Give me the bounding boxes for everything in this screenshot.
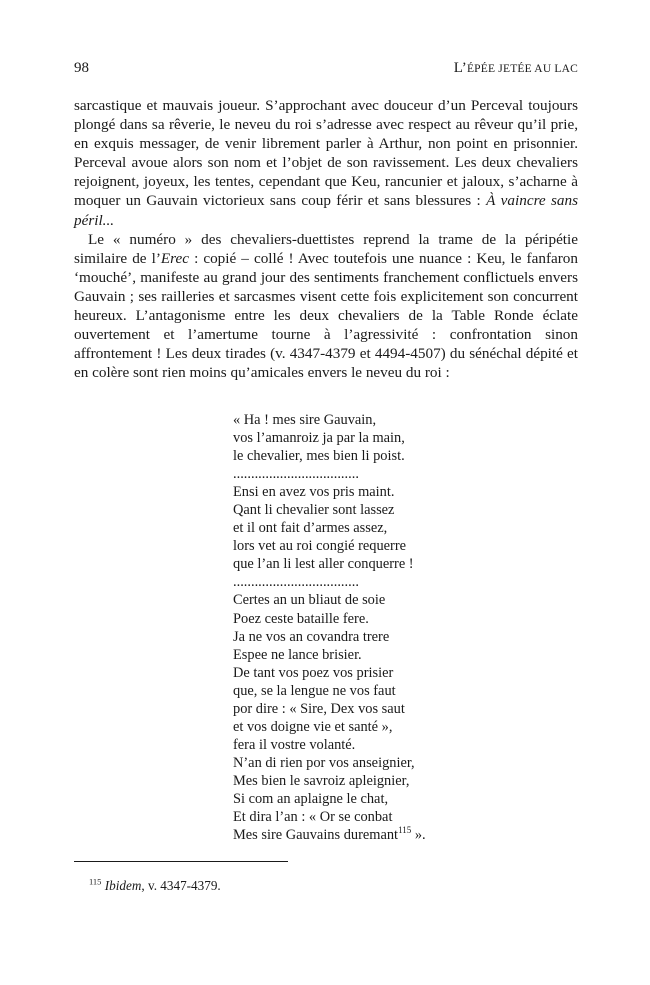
verse-line: lors vet au roi congié requerre xyxy=(233,538,407,555)
ellipsis-line: ................................... xyxy=(233,574,359,591)
verse-line: Ja ne vos an covandra trere xyxy=(233,628,390,645)
paragraph-2 xyxy=(74,230,578,383)
verse-line: Qant li chevalier sont lassez xyxy=(233,502,395,519)
paragraph-1-text: sarcastique et mauvais joueur. S’approchant avec douceur d’un Perceval toujours plongé dans sa rêverie, le neveu du roi s’adresse avec respect au rêveur qu’il prie, en exquis messager, de venir librement parler à Arthur, non point en prisonnier. Perceval avoue alors son nom et l’objet de son ravissement. Les deux chevaliers rejoignent, joyeux, les tentes, cependant que Keu, rancunier et jaloux, s’acharne à moquer un Gauvain victorieux sans coup férir et sans blessures : xyxy=(74,97,578,210)
verse-line: Certes an un bliaut de soie xyxy=(233,592,386,609)
paragraph-2-text-b: : copié – collé ! Avec toutefois une nuance : Keu, le fanfaron ‘mouché’, manifeste au grand jour des sentiments franchement conflictuels envers Gauvain ; ses railleries et sarcasmes visent cette fois explicitement son concurrent heureux. L’antagonisme entre les deux chevaliers de la Table Ronde éclate ouvertement et l’amertume tourne à l’agressivité : confrontation sinon affrontement ! Les deux tirades (v. 4347-4379 et 4494-4507) du sénéchal dépité et en colère sont rien moins qu’amicales envers le neveu du roi : xyxy=(74,249,578,382)
paragraph-2-text-a: Le « numéro » des chevaliers-duettistes reprend la trame de la péripétie similaire de l’ xyxy=(74,230,578,267)
footnote-number: 115 xyxy=(89,876,102,887)
running-title-smallcaps: ÉPÉE JETÉE AU LAC xyxy=(466,63,578,75)
paragraph-1-italic: À vaincre sans péril... xyxy=(74,192,579,229)
verse-line: De tant vos poez vos prisier xyxy=(233,664,394,681)
verse-line: fera il vostre volanté. xyxy=(233,736,356,753)
verse-line: « Ha ! mes sire Gauvain, xyxy=(233,412,377,428)
verse-line: Mes bien le savroiz apleignier, xyxy=(233,772,410,789)
verse-line: Espee ne lance brisier. xyxy=(233,646,362,663)
footnote-divider xyxy=(74,861,288,862)
verse-last-end: ». xyxy=(411,827,426,844)
verse-line: que, se la lengue ne vos faut xyxy=(233,682,396,699)
footnote-reference[interactable]: 115 xyxy=(398,825,412,836)
footnote-text: , v. 4347-4379. xyxy=(141,878,221,893)
footnote-italic: Ibidem xyxy=(104,878,142,893)
verse-line: N’an di rien por vos anseignier, xyxy=(233,754,415,771)
paragraph-1 xyxy=(74,96,578,230)
verse-line: vos l’amanroiz ja par la main, xyxy=(233,430,405,447)
running-header xyxy=(74,60,578,80)
verse-line: Et dira l’an : « Or se conbat xyxy=(233,809,393,826)
page-number: 98 xyxy=(74,60,89,76)
paragraph-2-italic: Erec xyxy=(160,249,189,267)
footnote xyxy=(89,878,221,894)
verse-line: que l’an li lest aller conquerre ! xyxy=(233,556,414,573)
verse-line: por dire : « Sire, Dex vos saut xyxy=(233,700,405,717)
verse-line: et vos doigne vie et santé », xyxy=(233,718,393,735)
ellipsis-line: ................................... xyxy=(233,466,359,483)
running-title-initial: L’ xyxy=(453,60,467,76)
verse-quotation xyxy=(233,411,563,844)
verse-line: Si com an aplaigne le chat, xyxy=(233,790,389,807)
verse-line: Ensi en avez vos pris maint. xyxy=(233,484,395,501)
verse-line-last xyxy=(233,826,563,844)
verse-line: et il ont fait d’armes assez, xyxy=(233,520,388,537)
verse-line: le chevalier, mes bien li poist. xyxy=(233,448,405,465)
verse-line: Poez ceste bataille fere. xyxy=(233,610,369,627)
running-title xyxy=(454,60,578,77)
body-text xyxy=(74,96,578,382)
verse-last-text: Mes sire Gauvains duremant xyxy=(233,827,399,844)
